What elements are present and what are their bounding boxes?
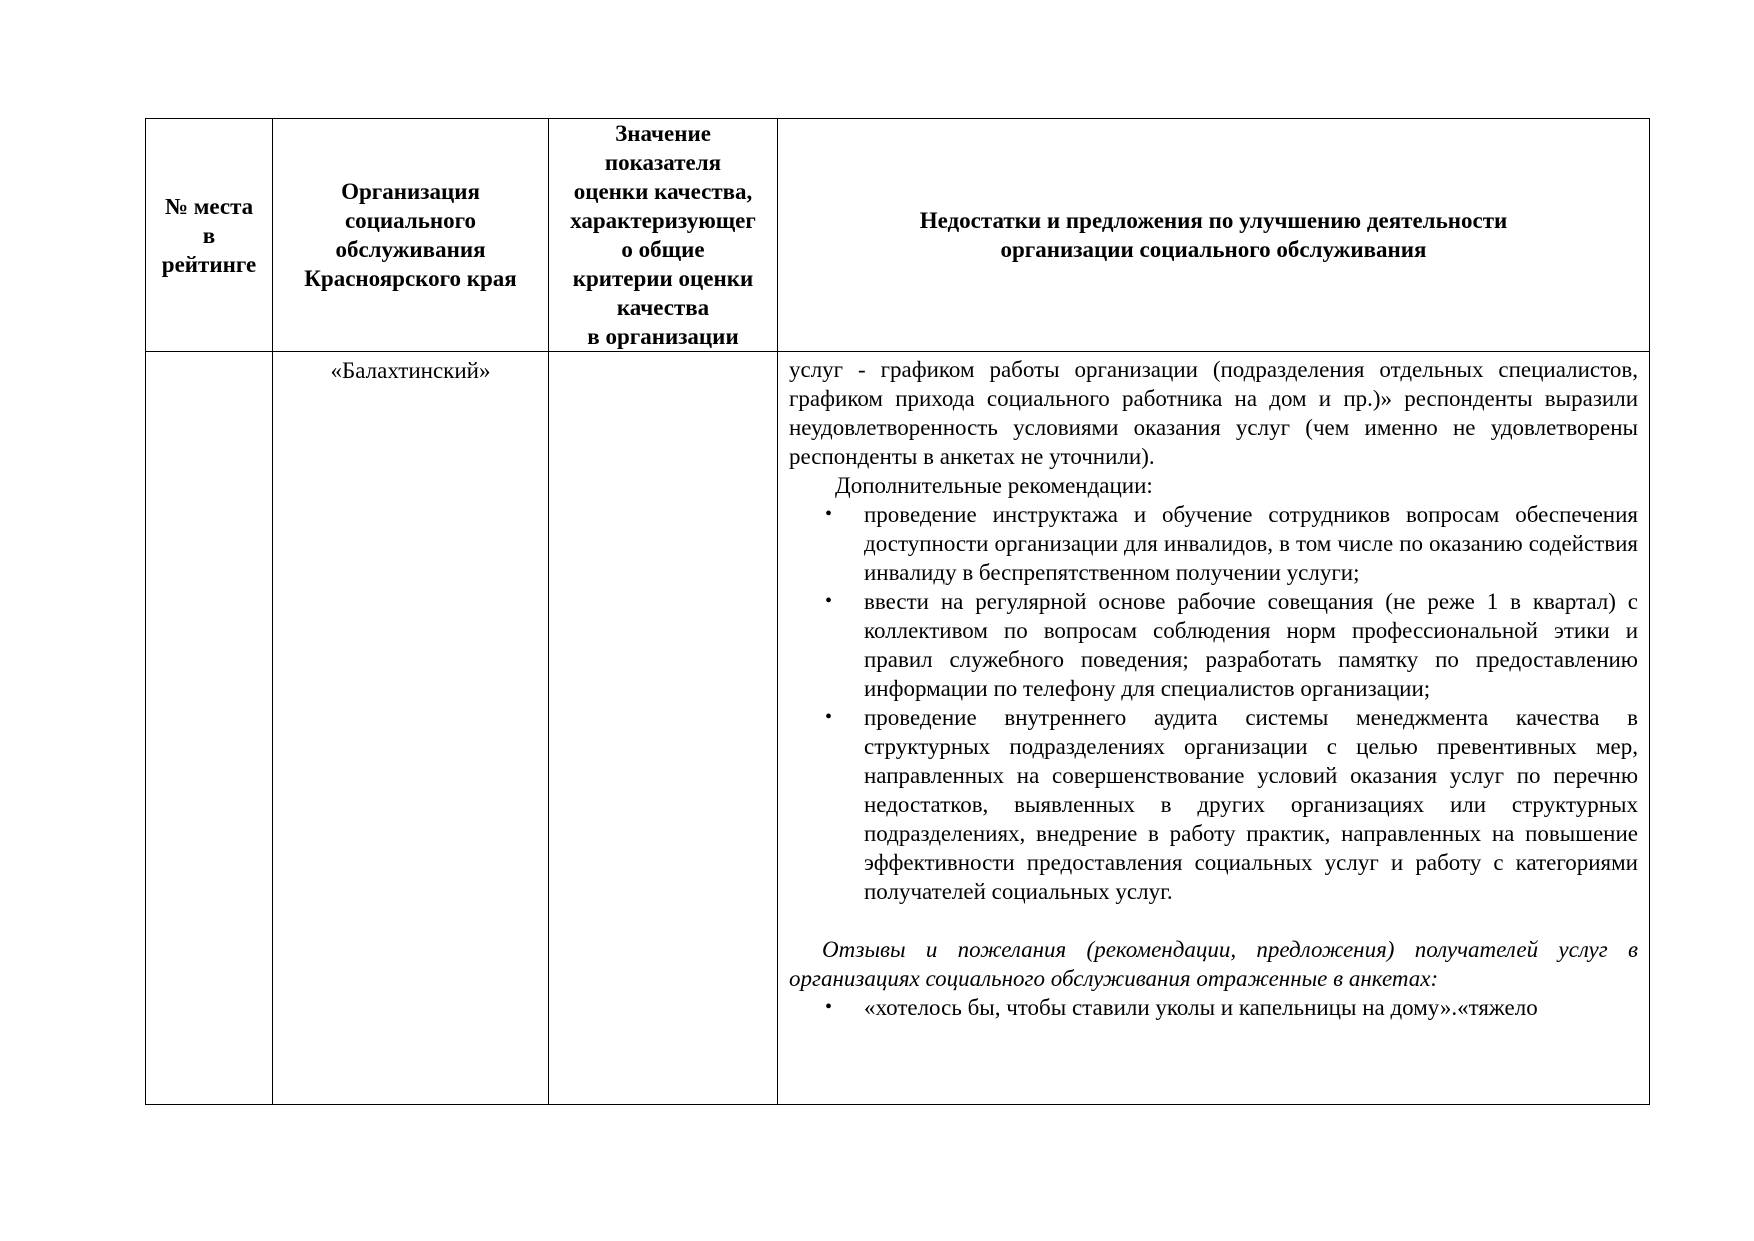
list-item: • «хотелось бы, чтобы ставили уколы и капельницы на дому».«тяжело [825, 995, 1538, 1020]
bullet-icon: • [825, 590, 833, 612]
header-rank: № места в рейтинге [146, 119, 273, 352]
header-value: Значение показателя оценки качества, характеризующег о общие критерии оценки качества в организации [549, 119, 778, 352]
rank-cell [146, 352, 273, 1105]
recommendations-list [789, 500, 1638, 906]
organization-cell [273, 352, 549, 1105]
value-cell [549, 352, 778, 1105]
bullet-icon: • [825, 996, 833, 1018]
recommendations-heading: Дополнительные рекомендации: [835, 473, 1153, 498]
list-item: • проведение инструктажа и обучение сотрудников вопросам обеспечения доступности организации для инвалидов, в том числе по оказанию содействия инвалиду в беспрепятственном получении услуги; [825, 502, 1638, 585]
table-row [146, 352, 1650, 1105]
organization-name: «Балахтинский» [330, 358, 491, 383]
feedback-list [789, 993, 1638, 1022]
bullet-icon: • [825, 706, 833, 728]
rating-table [145, 118, 1650, 1105]
spacer [789, 906, 1638, 935]
feedback-heading: Отзывы и пожелания (рекомендации, предложения) получателей услуг в организациях социального обслуживания отраженные в анкетах: [789, 937, 1638, 991]
list-item: • ввести на регулярной основе рабочие совещания (не реже 1 в квартал) с коллективом по вопросам соблюдения норм профессиональной этики и правил служебного поведения; разработать памятку по предоставлению информации по телефону для специалистов организации; [825, 589, 1638, 701]
header-deficiencies: Недостатки и предложения по улучшению деятельности организации социального обслуживания [778, 119, 1650, 352]
deficiencies-cell [778, 352, 1650, 1105]
list-item: • проведение внутреннего аудита системы менеджмента качества в структурных подразделениях организации с целью превентивных мер, направленных на совершенствование условий оказания услуг по перечню недостатков, выявленных в других организациях или структурных подразделениях, внедрение в работу практик, направленных на повышение эффективности предоставления социальных услуг и работу с категориями получателей социальных услуг. [825, 705, 1638, 904]
bullet-icon: • [825, 503, 833, 525]
header-row [146, 119, 1650, 352]
header-organization: Организация социального обслуживания Красноярского края [273, 119, 549, 352]
intro-paragraph: услуг - графиком работы организации (подразделения отдельных специалистов, графиком прихода социального работника на дом и пр.)» респонденты выразили неудовлетворенность условиями оказания услуг (чем именно не удовлетворены респонденты в анкетах не уточнили). [789, 357, 1638, 469]
